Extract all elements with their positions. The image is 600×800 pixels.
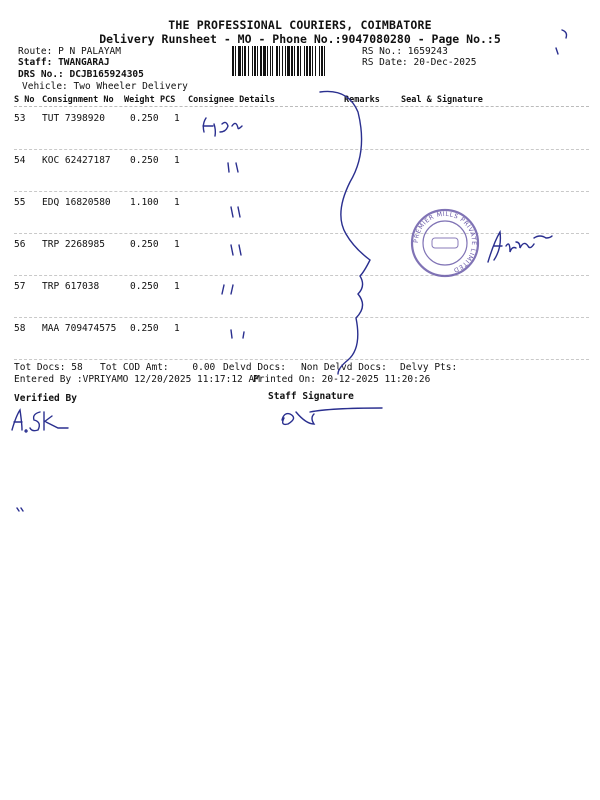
table-row [14,191,589,234]
route-value: P N PALAYAM [58,46,121,57]
stamp-text: PREMIER MILLS PRIVATE LIMITED [412,210,478,274]
table-row [14,275,589,318]
cell-pcs: 1 [174,239,180,250]
cell-sno: 53 [14,113,26,124]
rs-date-label: RS Date: [362,57,408,68]
verified-by-signature [12,410,68,432]
rs-no-value: 1659243 [407,46,448,57]
cell-consignment: TRP 2268985 [42,239,105,250]
table-row [14,317,589,360]
cell-sno: 56 [14,239,26,250]
table-row [14,107,589,150]
rs-date-line [362,57,476,68]
col-header-weight: Weight [124,95,155,105]
tot-cod [100,362,215,373]
document-title: THE PROFESSIONAL COURIERS, COIMBATORE [168,18,432,32]
document-subtitle: Delivery Runsheet - MO - Phone No.:9047080280 - Page No.:5 [99,32,501,46]
delvy-pts-label: Delvy Pts: [400,362,458,373]
tot-docs-label: Tot Docs: [14,362,66,373]
margin-mark [17,508,23,511]
col-header-seal: Seal & Signature [401,95,483,105]
table-row [14,233,589,276]
cell-weight: 0.250 [130,239,159,250]
verified-by-label: Verified By [14,393,77,404]
delvd-docs-label: Delvd Docs: [223,362,286,373]
drs-line [18,69,144,80]
cell-pcs: 1 [174,323,180,334]
drs-value: DCJB165924305 [69,69,144,80]
vehicle-label: Vehicle: [22,81,68,92]
staff-line [18,57,110,68]
cell-pcs: 1 [174,155,180,166]
staff-signature-label: Staff Signature [268,391,354,402]
cell-consignment: MAA 709474575 [42,323,117,334]
barcode [232,46,358,76]
vehicle-value: Two Wheeler Delivery [73,81,188,92]
col-header-pcs: PCS [160,95,176,105]
tot-docs-value: 58 [71,362,83,373]
col-header-remarks: Remarks [344,95,380,105]
tot-docs [14,362,83,373]
cell-sno: 58 [14,323,26,334]
cell-sno: 57 [14,281,26,292]
col-header-sno: S No [14,95,35,105]
entered-by: Entered By :VPRIYAMO 12/20/2025 11:17:12 AM [14,374,260,385]
cell-pcs: 1 [174,281,180,292]
non-delvd-docs-label: Non Delvd Docs: [301,362,387,373]
route-line [18,46,121,57]
printed-on: Printed On: 20-12-2025 11:20:26 [253,374,431,385]
cell-sno: 54 [14,155,26,166]
staff-value: TWANGARAJ [58,57,110,68]
tot-cod-value: 0.00 [192,362,216,373]
staff-signature [282,408,382,424]
route-label: Route: [18,46,53,57]
drs-label: DRS No.: [18,69,64,80]
vehicle-line [22,81,188,92]
cell-weight: 0.250 [130,281,159,292]
rs-no-label: RS No.: [362,46,403,57]
cell-sno: 55 [14,197,26,208]
rs-date-value: 20-Dec-2025 [413,57,477,68]
cell-consignment: KOC 62427187 [42,155,111,166]
rs-no-line [362,46,448,57]
cell-consignment: TRP 617038 [42,281,100,292]
cell-weight: 1.100 [130,197,159,208]
cell-weight: 0.250 [130,113,159,124]
cell-consignment: TUT 7398920 [42,113,105,124]
tot-cod-label: Tot COD Amt: [100,362,169,373]
table-row [14,149,589,192]
staff-label: Staff: [18,57,53,68]
cell-weight: 0.250 [130,155,159,166]
col-header-consignment: Consignment No [42,95,114,105]
cell-consignment: EDQ 16820580 [42,197,111,208]
cell-weight: 0.250 [130,323,159,334]
col-header-consignee: Consignee Details [188,95,275,105]
cell-pcs: 1 [174,113,180,124]
cell-pcs: 1 [174,197,180,208]
